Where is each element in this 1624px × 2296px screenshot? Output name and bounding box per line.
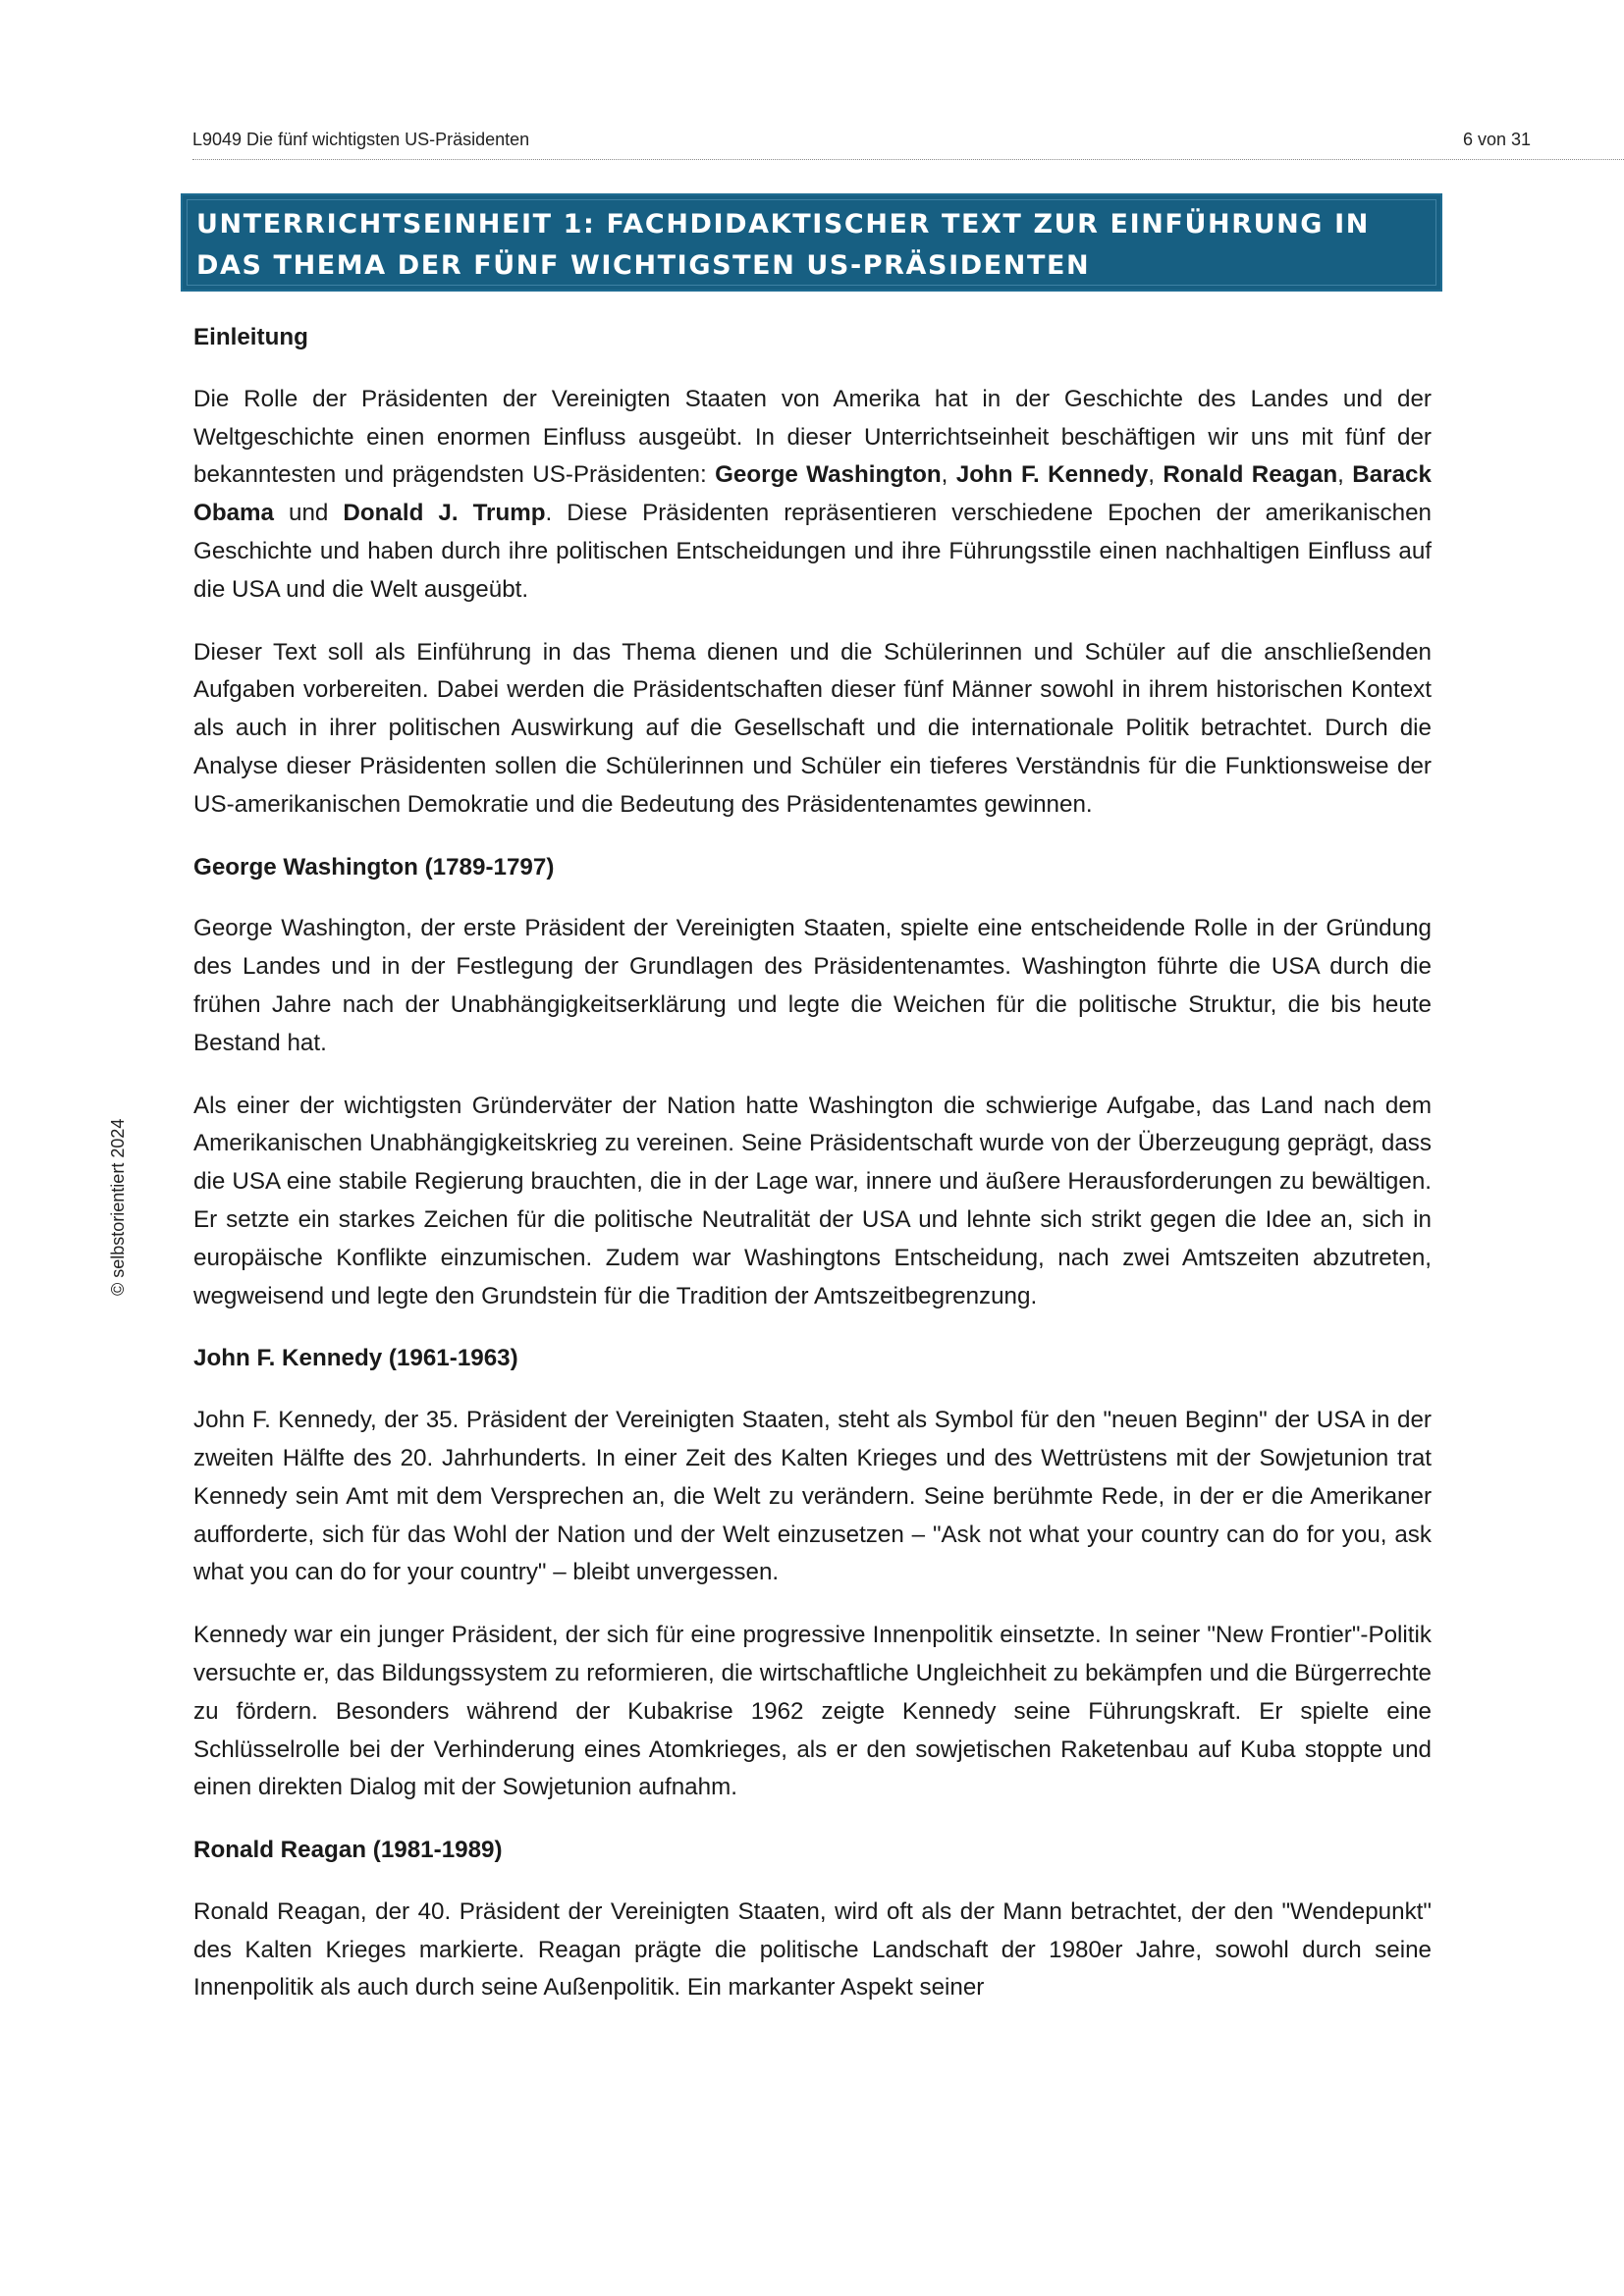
unit-title: UNTERRICHTSEINHEIT 1: FACHDIDAKTISCHER TEXT ZUR EINFÜHRUNG IN DAS THEMA DER FÜNF WICHTIGSTEN US-PRÄSIDENTEN <box>196 209 1370 281</box>
section-washington <box>193 849 1432 1316</box>
paragraph: John F. Kennedy, der 35. Präsident der Vereinigten Staaten, steht als Symbol für den "neuen Beginn" der USA in der zweiten Hälfte des 20. Jahrhunderts. In einer Zeit des Kalten Krieges und des Wettrüstens mit der Sowjetunion trat Kennedy sein Amt mit dem Versprechen an, die Welt zu verändern. Seine berühmte Rede, in der er die Amerikaner aufforderte, sich für das Wohl der Nation und der Welt einzusetzen – "Ask not what your country can do for you, ask what you can do for your country" – bleibt unvergessen. <box>193 1407 1432 1586</box>
paragraph: Dieser Text soll als Einführung in das Thema dienen und die Schülerinnen und Schüler auf die anschließenden Aufgaben vorbereiten. Dabei werden die Präsidentschaften dieser fünf Männer sowohl in ihrem historischen Kontext als auch in ihrer politischen Auswirkung auf die Gesellschaft und die internationale Politik betrachtet. Durch die Analyse dieser Präsidenten sollen die Schülerinnen und Schüler ein tieferes Verständnis für die Funktionsweise der US-amerikanischen Demokratie und die Bedeutung des Präsidentenamtes gewinnen. <box>193 638 1432 818</box>
section-heading: Einleitung <box>193 324 308 350</box>
section-introduction <box>193 319 1432 825</box>
section-reagan <box>193 1832 1432 2007</box>
page-header <box>192 128 1624 160</box>
document-title: L9049 Die fünf wichtigsten US-Präsidenten <box>192 130 530 149</box>
text-run: und <box>274 500 344 527</box>
text-run: , <box>941 461 956 489</box>
section-heading: Ronald Reagan (1981-1989) <box>193 1837 503 1864</box>
text-run: , <box>1148 461 1164 489</box>
section-heading: George Washington (1789-1797) <box>193 853 555 881</box>
paragraph <box>193 381 1432 610</box>
section-kennedy <box>193 1340 1432 1807</box>
paragraph: Ronald Reagan, der 40. Präsident der Vereinigten Staaten, wird oft als der Mann betrachtet, der den "Wendepunkt" des Kalten Krieges markierte. Reagan prägte die politische Landschaft der 1980er Jahre, sowohl durch seine Innenpolitik als auch durch seine Außenpolitik. Ein markanter Aspekt seiner <box>193 1897 1432 2002</box>
president-name: John F. Kennedy <box>955 461 1149 489</box>
text-run: , <box>1337 461 1353 489</box>
paragraph: George Washington, der erste Präsident der Vereinigten Staaten, spielte eine entscheidende Rolle in der Gründung des Landes und in der Festlegung der Grundlagen des Präsidentenamtes. Washington führte die USA durch die frühen Jahre nach der Unabhängigkeitserklärung und legte die Weichen für die politische Struktur, die bis heute Bestand hat. <box>193 915 1432 1056</box>
paragraph: Als einer der wichtigsten Gründerväter der Nation hatte Washington die schwierige Aufgabe, das Land nach dem Amerikanischen Unabhängigkeitskrieg zu vereinen. Seine Präsidentschaft wurde von der Überzeugung geprägt, dass die USA eine stabile Regierung brauchten, die in der Lage war, innere und äußere Herausforderungen zu bewältigen. Er setzte ein starkes Zeichen für die politische Neutralität der USA und lehnte sich strikt gegen die Idee an, sich in europäische Konflikte einzumischen. Zudem war Washingtons Entscheidung, nach zwei Amtszeiten abzutreten, wegweisend und legte den Grundstein für die Tradition der Amtszeitbegrenzung. <box>193 1092 1432 1309</box>
section-heading: John F. Kennedy (1961-1963) <box>193 1345 518 1372</box>
page-number: 6 von 31 <box>1463 130 1532 149</box>
unit-title-banner <box>181 193 1442 292</box>
paragraph: Kennedy war ein junger Präsident, der sich für eine progressive Innenpolitik einsetzte. In seiner "New Frontier"-Politik versuchte er, das Bildungssystem zu reformieren, die wirtschaftliche Ungleichheit zu bekämpfen und die Bürgerrechte zu fördern. Besonders während der Kubakrise 1962 zeigte Kennedy seine Führungskraft. Er spielte eine Schlüsselrolle bei der Verhinderung eines Atomkrieges, als er den sowjetischen Raketenbau auf Kuba stoppte und einen direkten Dialog mit der Sowjetunion aufnahm. <box>193 1622 1432 1801</box>
text-run: . Diese Präsidenten repräsentieren verschiedene Epochen der amerikanischen Geschichte und haben durch ihre politischen Entscheidungen und ihre Führungsstile einen nachhaltigen Einfluss auf die USA und die Welt ausgeübt. <box>193 500 1432 603</box>
copyright-notice: © selbstorientiert 2024 <box>108 1118 128 1296</box>
president-name: Donald J. Trump <box>343 500 546 527</box>
president-name: George Washington <box>715 461 942 489</box>
text-run: Die Rolle der Präsidenten der Vereinigten Staaten von Amerika hat in der Geschichte des Landes und der Weltgeschichte einen enormen Einfluss ausgeübt. In dieser Unterrichtseinheit beschäftigen wir uns mit fünf der bekanntesten und prägendsten US-Präsidenten: <box>193 385 1432 489</box>
president-name: Barack Obama <box>193 461 1432 527</box>
document-body <box>193 319 1432 2032</box>
president-name: Ronald Reagan <box>1163 461 1338 489</box>
